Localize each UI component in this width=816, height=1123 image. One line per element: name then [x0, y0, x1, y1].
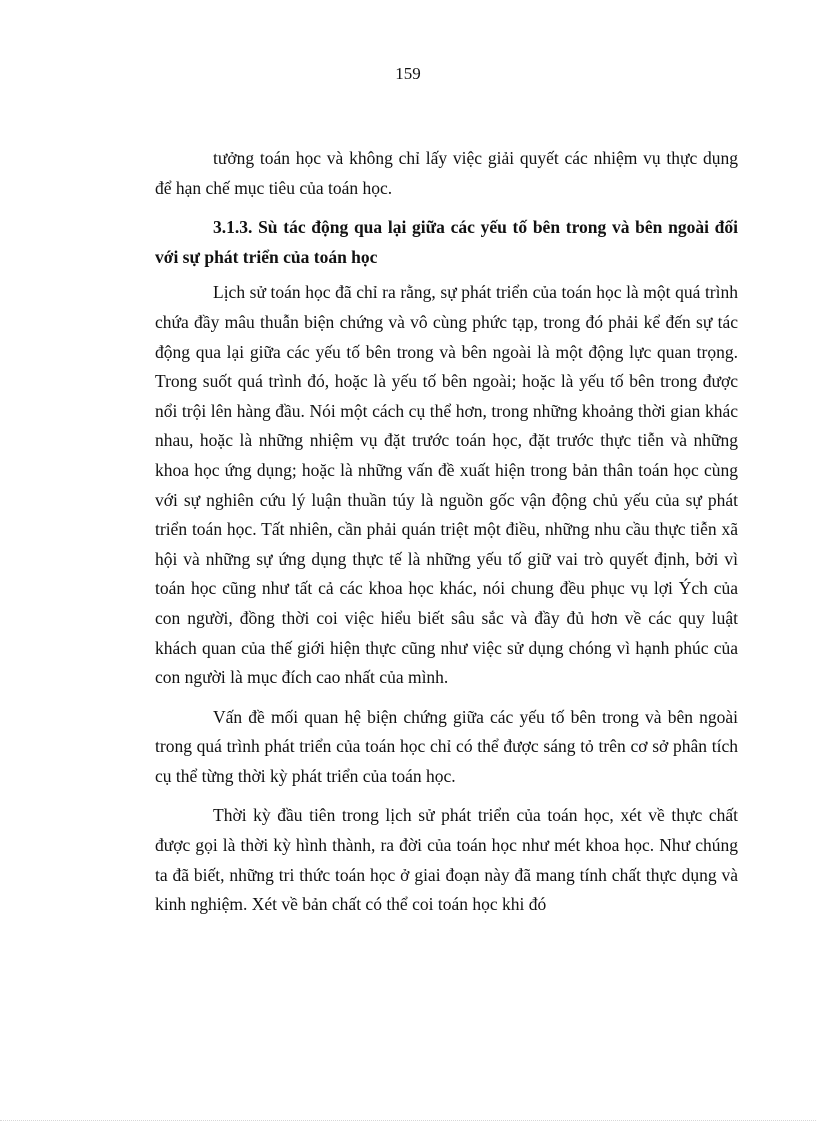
paragraph-continuation: tưởng toán học và không chỉ lấy việc giải quyết các nhiệm vụ thực dụng để hạn chế mục tiêu của toán học.: [155, 148, 738, 198]
paragraph-history: Lịch sử toán học đã chỉ ra rằng, sự phát triển của toán học là một quá trình chứa đầy mâu thuẫn biện chứng và vô cùng phức tạp, trong đó phải kể đến sự tác động qua lại giữa các yếu tố bên trong và bên ngoài là một động lực quan trọng. Trong suốt quá trình đó, hoặc là yếu tố bên ngoài; hoặc là yếu tố bên trong được nổi trội lên hàng đầu. Nói một cách cụ thể hơn, trong những khoảng thời gian khác nhau, hoặc là những nhiệm vụ đặt trước toán học, đặt trước thực tiễn và những khoa học ứng dụng; hoặc là những vấn đề xuất hiện trong bản thân toán học cùng với sự nghiên cứu lý luận thuần túy là nguồn gốc vận động chủ yếu của sự phát triển toán học. Tất nhiên, cần phải quán triệt một điều, những nhu cầu thực tiễn xã hội và những sự ứng dụng thực tế là những yếu tố giữ vai trò quyết định, bởi vì toán học cũng như tất cả các khoa học khác, nói chung đều phục vụ lợi Ých của con người, đồng thời coi việc hiểu biết sâu sắc và đầy đủ hơn về các quy luật khách quan của thế giới hiện thực cũng như việc sử dụng chóng vì hạnh phúc của con người là mục đích cao nhất của mình.: [155, 282, 738, 688]
section-heading: 3.1.3. Sù tác động qua lại giữa các yếu tố bên trong và bên ngoài đối với sự phát triển của toán học: [155, 217, 738, 267]
paragraph-dialectic: Vấn đề mối quan hệ biện chứng giữa các yếu tố bên trong và bên ngoài trong quá trình phát triển của toán học chỉ có thể được sáng tỏ trên cơ sở phân tích cụ thể từng thời kỳ phát triển của toán học.: [155, 706, 738, 786]
page-number: 159: [395, 64, 421, 83]
paragraph-first-period: Thời kỳ đầu tiên trong lịch sử phát triển của toán học, xét về thực chất được gọi là thời kỳ hình thành, ra đời của toán học như mét khoa học. Như chúng ta đã biết, những tri thức toán học ở giai đoạn này đã mang tính chất thực dụng và kinh nghiệm. Xét về bản chất có thể coi toán học khi đó: [155, 805, 738, 915]
page-bottom-divider: [0, 1120, 816, 1121]
page-body: [155, 144, 738, 920]
